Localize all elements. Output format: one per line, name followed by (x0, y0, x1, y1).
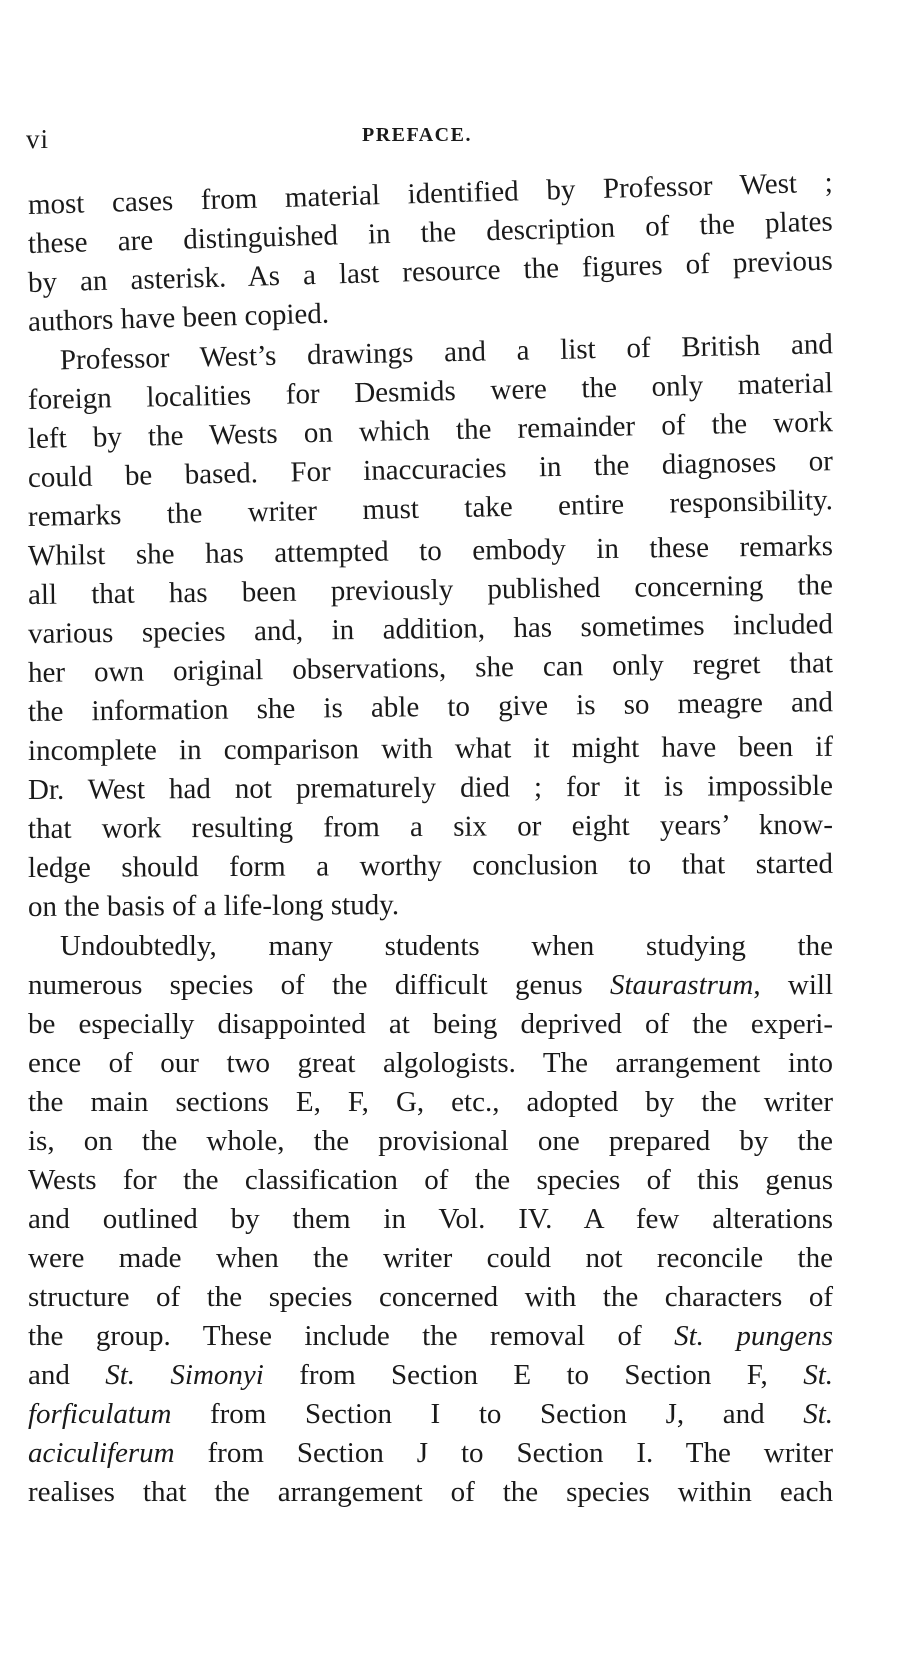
text-run: the group. These include the removal of (28, 1320, 675, 1352)
text-line: that work resulting from a six or eight years’ know- (27, 808, 834, 845)
text-line: Professor West’s drawings and a list of British and (59, 328, 834, 377)
text-line: Wests for the classification of the species of this genus (28, 1164, 833, 1196)
text-line (28, 1434, 833, 1473)
running-head: PREFACE. (362, 124, 472, 146)
text-line: Whilst she has attempted to embody in these remarks (27, 530, 834, 572)
text-line (28, 1356, 833, 1395)
text-line: authors have been copied. (27, 297, 330, 338)
page-number: vi (26, 124, 50, 154)
text-line: could be based. For inaccuracies in the diagnoses or (27, 445, 834, 494)
text-run: from Section E to Section F, (263, 1359, 804, 1391)
text-line: Dr. West had not prematurely died ; for it is impossible (27, 769, 834, 806)
text-line (28, 1395, 833, 1434)
body-text (27, 166, 834, 1512)
text-line: were made when the writer could not reconcile the (28, 1242, 833, 1274)
text-line: be especially disappointed at being deprived of the experi- (28, 1008, 833, 1040)
text-line: Undoubtedly, many students when studying the (60, 930, 833, 962)
text-run: , will (753, 969, 834, 1001)
text-line: realises that the arrangement of the species within each (28, 1476, 833, 1508)
species-name: St. Simonyi (105, 1359, 264, 1391)
text-line: her own original observations, she can only regret that (27, 647, 834, 689)
text-line: left by the Wests on which the remainder of the work (27, 406, 834, 455)
species-name: aciculiferum (28, 1437, 175, 1469)
text-line: on the basis of a life-long study. (27, 889, 400, 923)
text-line: all that has been previously published concerning the (27, 569, 834, 611)
text-line: the information she is able to give is so meagre and (27, 686, 834, 728)
text-run: and (28, 1359, 106, 1391)
text-run: numerous species of the difficult genus (28, 969, 610, 1001)
text-run: from Section J to Section I. The writer (174, 1437, 833, 1469)
text-line (28, 1317, 833, 1356)
species-name: St. (803, 1359, 833, 1391)
text-line: foreign localities for Desmids were the only material (27, 367, 834, 416)
text-run: from Section I to Section J, and (171, 1398, 804, 1430)
text-line: structure of the species concerned with the characters of (28, 1281, 833, 1313)
species-name: St. pungens (674, 1320, 833, 1352)
genus-name: Staurastrum (609, 969, 754, 1001)
text-line: is, on the whole, the provisional one prepared by the (28, 1125, 833, 1157)
text-line: these are distinguished in the description of the plates (27, 205, 834, 260)
text-line: ence of our two great algologists. The arrangement into (28, 1047, 833, 1079)
text-line (28, 966, 833, 1005)
species-name: St. (803, 1398, 833, 1430)
text-line: various species and, in addition, has sometimes included (27, 608, 834, 650)
text-line: incomplete in comparison with what it might have been if (27, 730, 834, 767)
text-line: by an asterisk. As a last resource the figures of previous (27, 244, 834, 299)
species-name: forficulatum (28, 1398, 172, 1430)
text-line: and outlined by them in Vol. IV. A few alterations (28, 1203, 833, 1235)
text-line: ledge should form a worthy conclusion to that started (27, 847, 834, 884)
text-line: most cases from material identified by Professor West ; (27, 166, 834, 221)
text-line: remarks the writer must take entire responsibility. (27, 484, 834, 533)
text-line: the main sections E, F, G, etc., adopted by the writer (28, 1086, 833, 1118)
page-header (26, 118, 846, 154)
